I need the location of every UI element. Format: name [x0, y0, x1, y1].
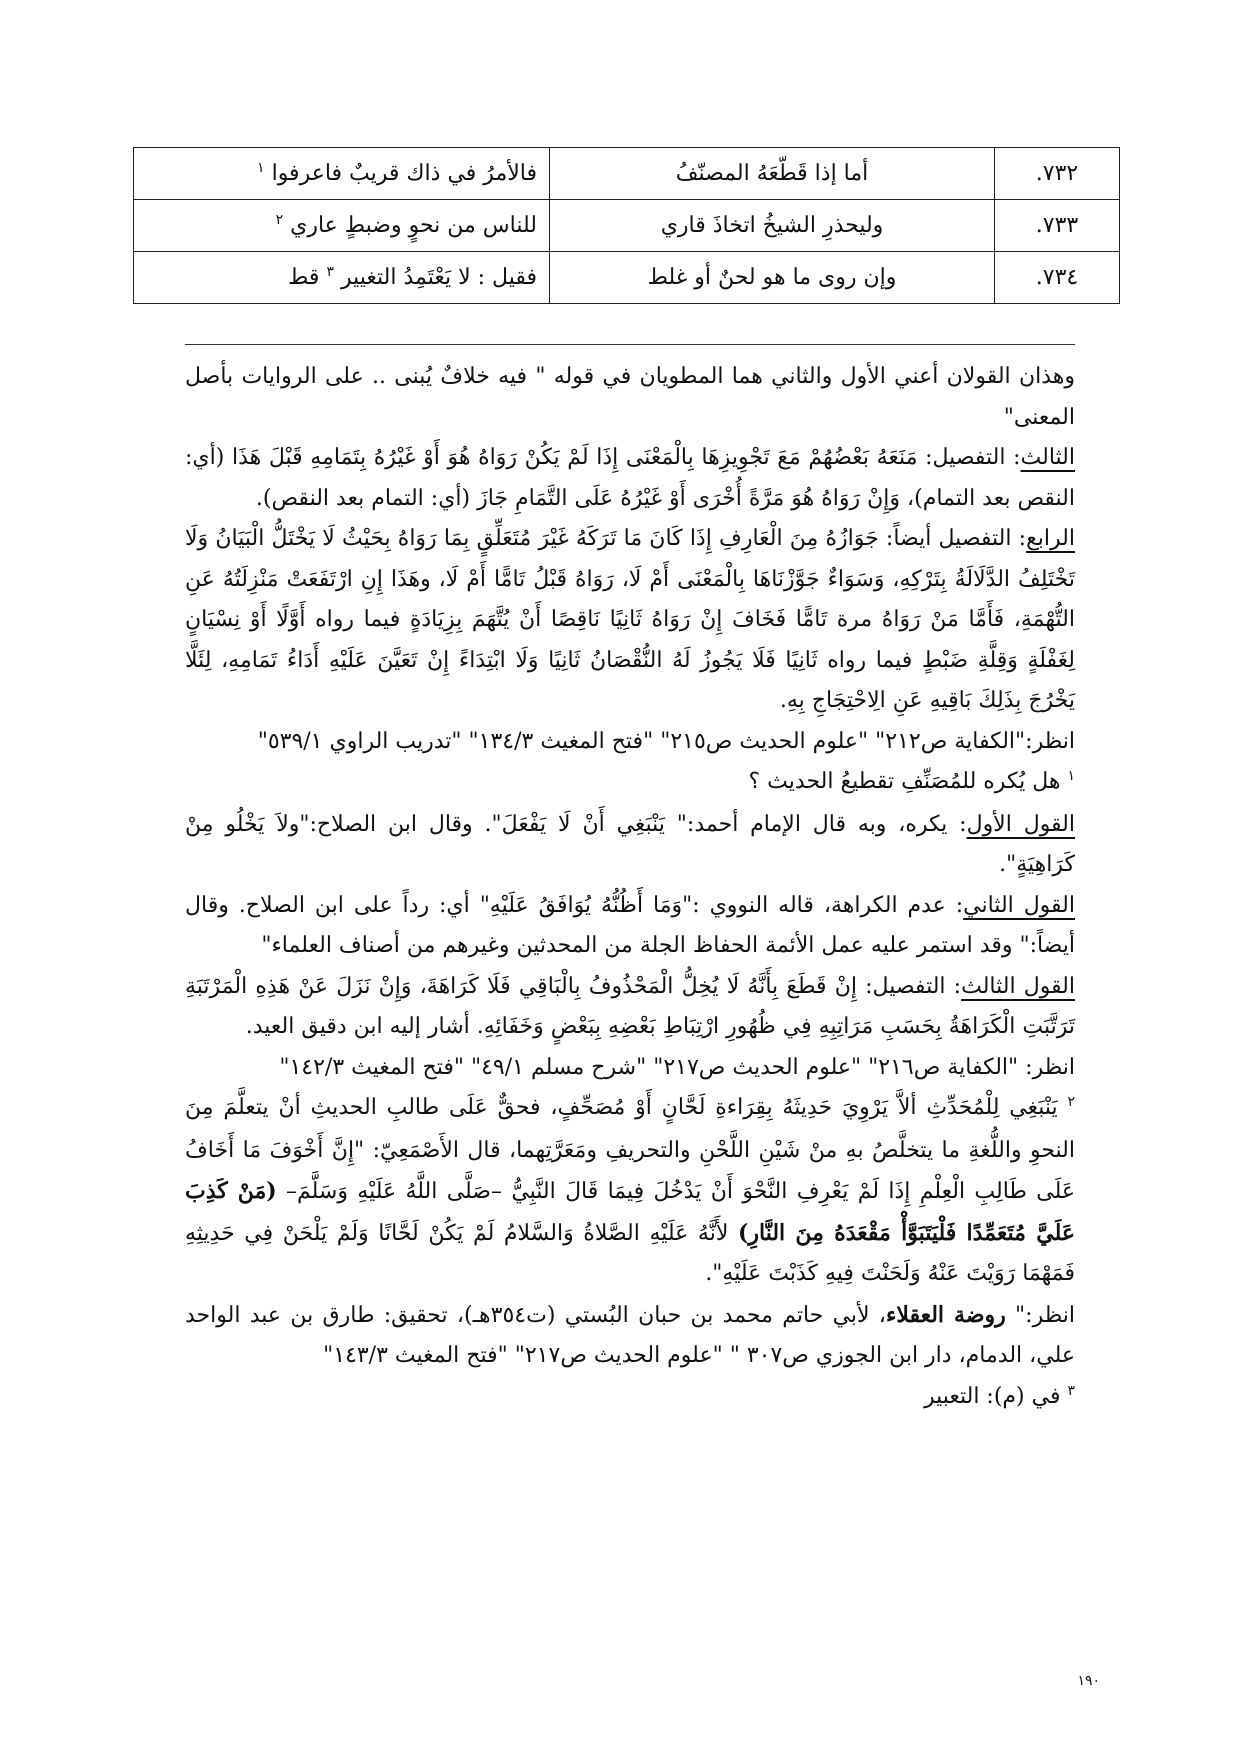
verse-second-text: فالأمرُ في ذاك قريبٌ فاعرفوا	[271, 161, 537, 186]
section-label: القول الثالث	[961, 973, 1076, 999]
paragraph: وهذان القولان أعني الأول والثاني هما المطويان في قوله " فيه خلافٌ يُبنى .. على الروايات بأصل المعنى"	[185, 364, 1075, 430]
verse-first-hemistich: وليحذرِ الشيخُ اتخاذَ قاري	[550, 200, 995, 252]
section-label: القول الثاني	[963, 892, 1075, 918]
verse-second-text: فقيل : لا يَعْتَمِدُ التغيير	[340, 265, 537, 290]
footnote	[185, 1377, 1075, 1420]
footnote-marker: ٣	[326, 264, 334, 280]
verse-row	[134, 252, 1120, 304]
verse-row	[134, 200, 1120, 252]
verse-number: ٧٣٤.	[995, 252, 1120, 304]
reference-line	[185, 1295, 1075, 1377]
verse-second-text: للناس من نحوٍ وضبطٍ عاري	[290, 213, 537, 238]
footnote	[185, 1088, 1075, 1295]
verse-row	[134, 148, 1120, 200]
verse-second-hemistich	[134, 200, 550, 252]
section-label: القول الأول	[966, 811, 1076, 837]
reference-prefix: انظر:"	[1005, 1302, 1076, 1328]
verse-first-hemistich: وإن روى ما هو لحنٌ أو غلط	[550, 252, 995, 304]
reference-line: انظر:"الكفاية ص٢١٢" "علوم الحديث ص٢١٥" "فتح المغيث ١٣٤/٣" "تدريب الراوي ٥٣٩/١"	[257, 728, 1075, 754]
footnote-marker: ١	[257, 160, 265, 176]
paragraph-text: : التفصيل: إِنْ قَطَعَ بِأَنَّهُ لَا يُخِلُّ الْمَحْذُوفُ بِالْبَاقِي فَلَا كَرَاهَةَ، وَإِنْ نَزَلَ عَنْ هَذِهِ الْمَرْتَبَةِ تَرَتَّبَتِ الْكَرَاهَةُ بِحَسَبِ مَرَاتِبِهِ فِي ظُهُورِ ارْتِبَاطِ بَعْضِهِ بِبَعْضٍ وَخَفَائِهِ. أشار إليه ابن دقيق العيد.	[185, 973, 1075, 1039]
paragraph-text: : التفصيل أيضاً: جَوَازُهُ مِنَ الْعَارِفِ إِذَا كَانَ مَا تَرَكَهُ غَيْرَ مُتَعَلِّقٍ بِمَا رَوَاهُ بِحَيْثُ لَا يَخْتَلُّ الْبَيَانُ وَلَا تَخْتَلِفُ الدَّلَالَةُ بِتَرْكِهِ، وَسَوَاءٌ جَوَّزْنَاهَا بِالْمَعْنَى أَمْ لَا، رَوَاهُ قَبْلُ تَامًّا أَمْ لَا، وهَذَا إِنِ ارْتَفَعَتْ مَنْزِلَتُهُ عَنِ التُّهْمَةِ، فَأَمَّا مَنْ رَوَاهُ مرة تَامًّا فَخَافَ إِنْ رَوَاهُ ثَانِيًا نَاقِصًا أَنْ يُتَّهَمَ بِزِيَادَةٍ فيما رواه أَوَّلًا أَوْ نِسْيَانٍ لِغَفْلَةٍ وَقِلَّةِ ضَبْطٍ فيما رواه ثَانِيًا فَلَا يَجُوزُ لَهُ النُّقْصَانُ ثَانِيًا وَلَا ابْتِدَاءً إِنْ تَعَيَّنَ عَلَيْهِ أَدَاءُ تَمَامِهِ، لِئَلَّا يَخْرُجَ بِذَلِكَ بَاقِيهِ عَنِ الِاحْتِجَاجِ بِهِ.	[185, 526, 1075, 713]
verse-number: ٧٣٢.	[995, 148, 1120, 200]
verse-second-text-end: قط	[288, 265, 320, 290]
section-label: الثالث	[1020, 445, 1075, 470]
footnote-marker: ١	[1067, 768, 1075, 784]
paragraph-text: : عدم الكراهة، قاله النووي :"وَمَا أَظُنُّهُ يُوَافَقُ عَلَيْهِ" أي: رداً على ابن الصلاح. وقال أيضاً:" وقد استمر عليه عمل الأئمة الحفاظ الجلة من المحدثين وغيرهم من أصناف العلماء"	[185, 892, 1075, 958]
reference-text: ، لأبي حاتم محمد بن حبان البُستي (ت٣٥٤هـ)، تحقيق: طارق بن عبد الواحد علي، الدمام، دار ابن الجوزي ص٣٠٧ " "علوم الحديث ص٢١٧" "فتح المغيث ١٤٣/٣"	[185, 1302, 1075, 1368]
paragraph	[185, 519, 1075, 722]
paragraph	[185, 805, 1075, 886]
footnote-text: يَنْبَغِي لِلْمُحَدِّثِ ألاَّ يَرْوِيَ حَدِيثَهُ بِقِرَاءةِ لَحَّانٍ أَوْ مُصَحِّفٍ، فحقٌّ عَلَى طالبِ الحديثِ أنْ يتعلَّمَ مِنَ النحوِ واللُّغةِ ما يتخلَّصُ بهِ منْ شَيْنِ اللَّحْنِ والتحريفِ ومَعَرَّتِهما، قال الأَصْمَعِيّ: "إِنَّ أَخْوَفَ مَا أَخَافُ عَلَى طَالِبِ الْعِلْمِ إِذَا لَمْ يَعْرِفِ النَّحْوَ أَنْ يَدْخُلَ فِيمَا قَالَ النَّبِيُّ –صَلَّى اللَّهُ عَلَيْهِ وَسَلَّمَ–	[185, 1095, 1075, 1204]
footnote-marker: ٢	[1067, 1094, 1075, 1110]
footnote-separator	[185, 344, 1075, 345]
paragraph	[185, 438, 1075, 519]
paragraph	[185, 886, 1075, 967]
verse-second-hemistich	[134, 252, 550, 304]
verses-table	[133, 147, 1120, 304]
verse-number: ٧٣٣.	[995, 200, 1120, 252]
section-label: الرابع	[1026, 526, 1075, 551]
verse-first-hemistich: أما إذا قَطّعَهُ المصنّفُ	[550, 148, 995, 200]
footnote-marker: ٣	[1067, 1382, 1075, 1399]
footnote-text: هل يُكره للمُصَنِّفِ تقطيعُ الحديث ؟	[748, 769, 1068, 794]
footnotes-body	[185, 357, 1075, 1419]
paragraph	[185, 967, 1075, 1048]
verse-second-hemistich	[134, 148, 550, 200]
page-number: ١٩٠	[1077, 1673, 1100, 1689]
footnote	[185, 762, 1075, 805]
paragraph-text: : التفصيل: مَنَعَهُ بَعْضُهُمْ مَعَ تَجْوِيزِهَا بِالْمَعْنَى إِذَا لَمْ يَكُنْ رَوَاهُ هُوَ أَوْ غَيْرُهُ بِتَمَامِهِ قَبْلَ هَذَا (أي: النقص بعد التمام)، وَإِنْ رَوَاهُ هُوَ مَرَّةً أُخْرَى أَوْ غَيْرُهُ عَلَى التَّمَامِ جَازَ (أي: التمام بعد النقص).	[185, 445, 1075, 511]
footnote-text: في (م): التعبير	[923, 1383, 1068, 1409]
reference-line: انظر: "الكفاية ص٢١٦" "علوم الحديث ص٢١٧" "شرح مسلم ٤٩/١" "فتح المغيث ١٤٢/٣"	[279, 1054, 1075, 1080]
footnote-text-end: لأَنَّهُ عَلَيْهِ الصَّلاةُ وَالسَّلامُ لَمْ يَكُنْ لَحَّانًا وَلَمْ يَلْحَنْ فِي حَدِيثِهِ فَمَهْمَا رَوَيْتَ عَنْهُ وَلَحَنْتَ فِيهِ كَذَبْتَ عَلَيْهِ".	[185, 1220, 1075, 1286]
book-title: روضة العقلاء	[886, 1301, 1006, 1328]
paragraph-text: : يكره، وبه قال الإمام أحمد:" يَنْبَغِي أَنْ لَا يَفْعَلَ". وقال ابن الصلاح:"ولاَ يَخْلُو مِنْ كَرَاهِيَةٍ".	[185, 811, 1075, 877]
footnote-marker: ٢	[275, 212, 284, 228]
hadith-quote: (مَنْ كَذِبَ عَلَيَّ مُتَعَمِّدًا فَلْيَتَبَوَّأْ مَقْعَدَهُ مِنَ النَّارِ)	[185, 1178, 1075, 1246]
